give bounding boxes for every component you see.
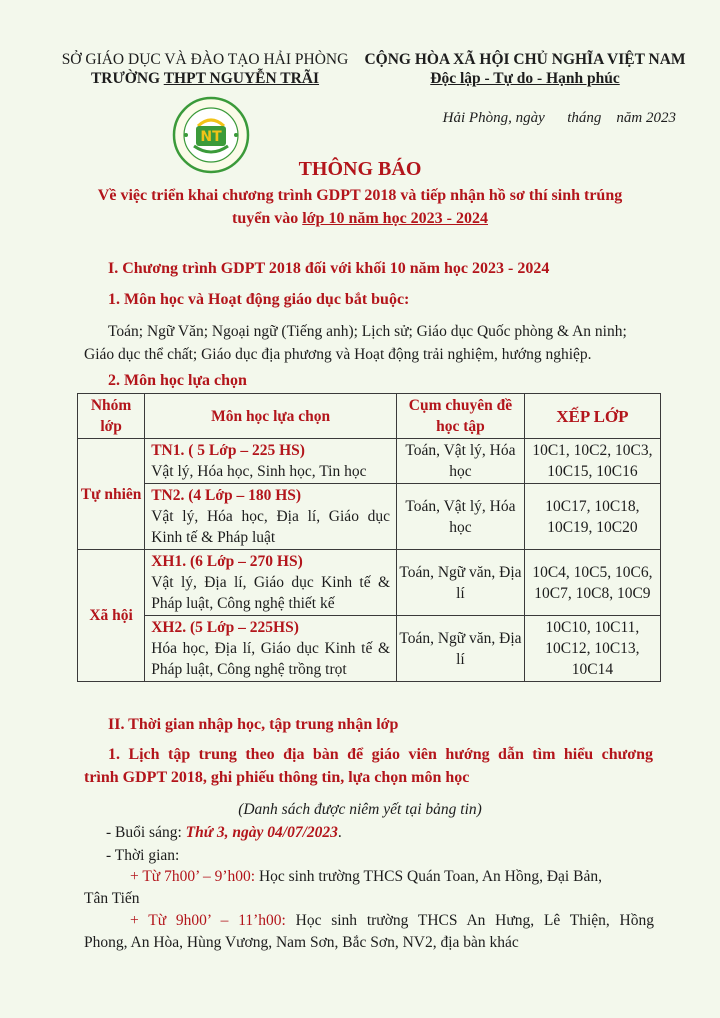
classes-cell: 10C1, 10C2, 10C3, 10C15, 10C16: [524, 439, 660, 484]
subtitle-line-1: Về việc triển khai chương trình GDPT 2018 và tiếp nhận hồ sơ thí sinh trúng: [97, 187, 623, 204]
morning-end: .: [337, 824, 342, 841]
motto: [360, 69, 690, 88]
section-2-sub1-line-2: trình GDPT 2018, ghi phiếu thông tin, lựa chọn môn học: [84, 769, 470, 786]
subject-cell: [145, 616, 397, 682]
country-name: CỘNG HÒA XÃ HỘI CHỦ NGHĨA VIỆT NAM: [364, 51, 686, 68]
table-row: [78, 616, 661, 682]
morning-date: Thứ 3, ngày 04/07/2023: [185, 824, 338, 841]
slot-1-text: Học sinh trường THCS Quán Toan, An Hồng, Đại Bản,: [255, 868, 602, 885]
combo-title: XH1. (6 Lớp – 270 HS): [151, 553, 303, 570]
issuer-block: [40, 50, 370, 88]
notice-board-note: (Danh sách được niêm yết tại bảng tin): [238, 801, 482, 818]
section-2-sub1-line-1: 1. Lịch tập trung theo địa bàn để giáo viên hướng dẫn tìm hiểu chương: [108, 746, 653, 763]
combo-subjects: Vật lý, Hóa học, Địa lí, Giáo dục Kinh tế & Pháp luật: [151, 508, 391, 546]
slot-2-time: + Từ 9h00’ – 11’h00:: [130, 912, 286, 929]
section-1-heading: I. Chương trình GDPT 2018 đối với khối 10 năm học 2023 - 2024: [108, 260, 550, 277]
cluster-cell: Toán, Ngữ văn, Địa lí: [397, 550, 525, 616]
subtitle-line-2: [60, 207, 660, 230]
slot-1-time: + Từ 7h00’ – 9’h00:: [130, 868, 256, 885]
classes-cell: 10C4, 10C5, 10C6, 10C7, 10C8, 10C9: [524, 550, 660, 616]
slot-1-line: [130, 865, 654, 888]
logo-letters: NT: [200, 129, 222, 145]
section-1-sub1-heading: 1. Môn học và Hoạt động giáo dục bắt buộc:: [108, 291, 410, 308]
cluster-cell: Toán, Vật lý, Hóa học: [397, 439, 525, 484]
subject-cell: [145, 439, 397, 484]
slot-2-line: [130, 909, 654, 932]
group-cell: Xã hội: [78, 550, 145, 682]
cluster-cell: Toán, Ngữ văn, Địa lí: [397, 616, 525, 682]
header-classes: XẾP LỚP: [524, 394, 660, 439]
date-line: Hải Phòng, ngày tháng năm 2023: [442, 110, 676, 126]
slot-2-continuation: Phong, An Hòa, Hùng Vương, Nam Sơn, Bắc Sơn, NV2, địa bàn khác: [84, 934, 519, 951]
slot-2-text: Học sinh trường THCS An Hưng, Lê Thiện, Hồng: [285, 912, 654, 929]
elective-subjects-table: [77, 393, 661, 682]
document-title: THÔNG BÁO: [298, 158, 422, 180]
table-row: [78, 550, 661, 616]
morning-label: - Buổi sáng:: [106, 824, 186, 841]
header-cluster: Cụm chuyên đề học tập: [397, 394, 525, 439]
combo-subjects: Vật lý, Hóa học, Sinh học, Tin học: [151, 463, 367, 480]
combo-title: TN2. (4 Lớp – 180 HS): [151, 487, 302, 504]
combo-title: XH2. (5 Lớp – 225HS): [151, 619, 299, 636]
header-group: Nhóm lớp: [78, 394, 145, 439]
subject-cell: [145, 484, 397, 550]
table-row: [78, 439, 661, 484]
slot-1-continuation: Tân Tiến: [84, 890, 140, 907]
header-subjects: Môn học lựa chọn: [145, 394, 397, 439]
subject-cell: [145, 550, 397, 616]
group-cell: Tự nhiên: [78, 439, 145, 550]
required-subjects-line-1: Toán; Ngữ Văn; Ngoại ngữ (Tiếng anh); Lịch sử; Giáo dục Quốc phòng & An ninh;: [108, 323, 627, 340]
cluster-cell: Toán, Vật lý, Hóa học: [397, 484, 525, 550]
morning-line: [106, 821, 342, 844]
national-motto-block: [360, 50, 690, 88]
classes-cell: 10C17, 10C18, 10C19, 10C20: [524, 484, 660, 550]
section-1-sub2-heading: 2. Môn học lựa chọn: [108, 372, 247, 389]
issuer-school-prefix: TRƯỜNG: [90, 70, 164, 87]
table-row: [78, 484, 661, 550]
table-header-row: [78, 394, 661, 439]
subtitle-school-year: lớp 10 năm học 2023 - 2024: [302, 210, 488, 227]
combo-subjects: Vật lý, Địa lí, Giáo dục Kinh tế & Pháp luật, Công nghệ thiết kế: [151, 574, 391, 612]
issuer-department: SỞ GIÁO DỤC VÀ ĐÀO TẠO HẢI PHÒNG: [61, 51, 349, 68]
motto-text: Độc lập - Tự do - Hạnh phúc: [430, 70, 620, 87]
combo-title: TN1. ( 5 Lớp – 225 HS): [151, 442, 305, 459]
document-subtitle: [60, 184, 660, 230]
section-2-heading: II. Thời gian nhập học, tập trung nhận lớp: [108, 716, 399, 733]
subtitle-line-2-prefix: tuyển vào: [232, 210, 303, 227]
required-subjects-line-2: Giáo dục thể chất; Giáo dục địa phương và Hoạt động trải nghiệm, hướng nghiệp.: [84, 346, 592, 363]
time-label: - Thời gian:: [106, 847, 180, 864]
issuer-school-name: THPT NGUYỄN TRÃI: [163, 70, 320, 87]
issuer-school: [40, 69, 370, 88]
classes-cell: 10C10, 10C11, 10C12, 10C13, 10C14: [524, 616, 660, 682]
combo-subjects: Hóa học, Địa lí, Giáo dục Kinh tế & Pháp luật, Công nghệ trồng trọt: [151, 640, 391, 678]
